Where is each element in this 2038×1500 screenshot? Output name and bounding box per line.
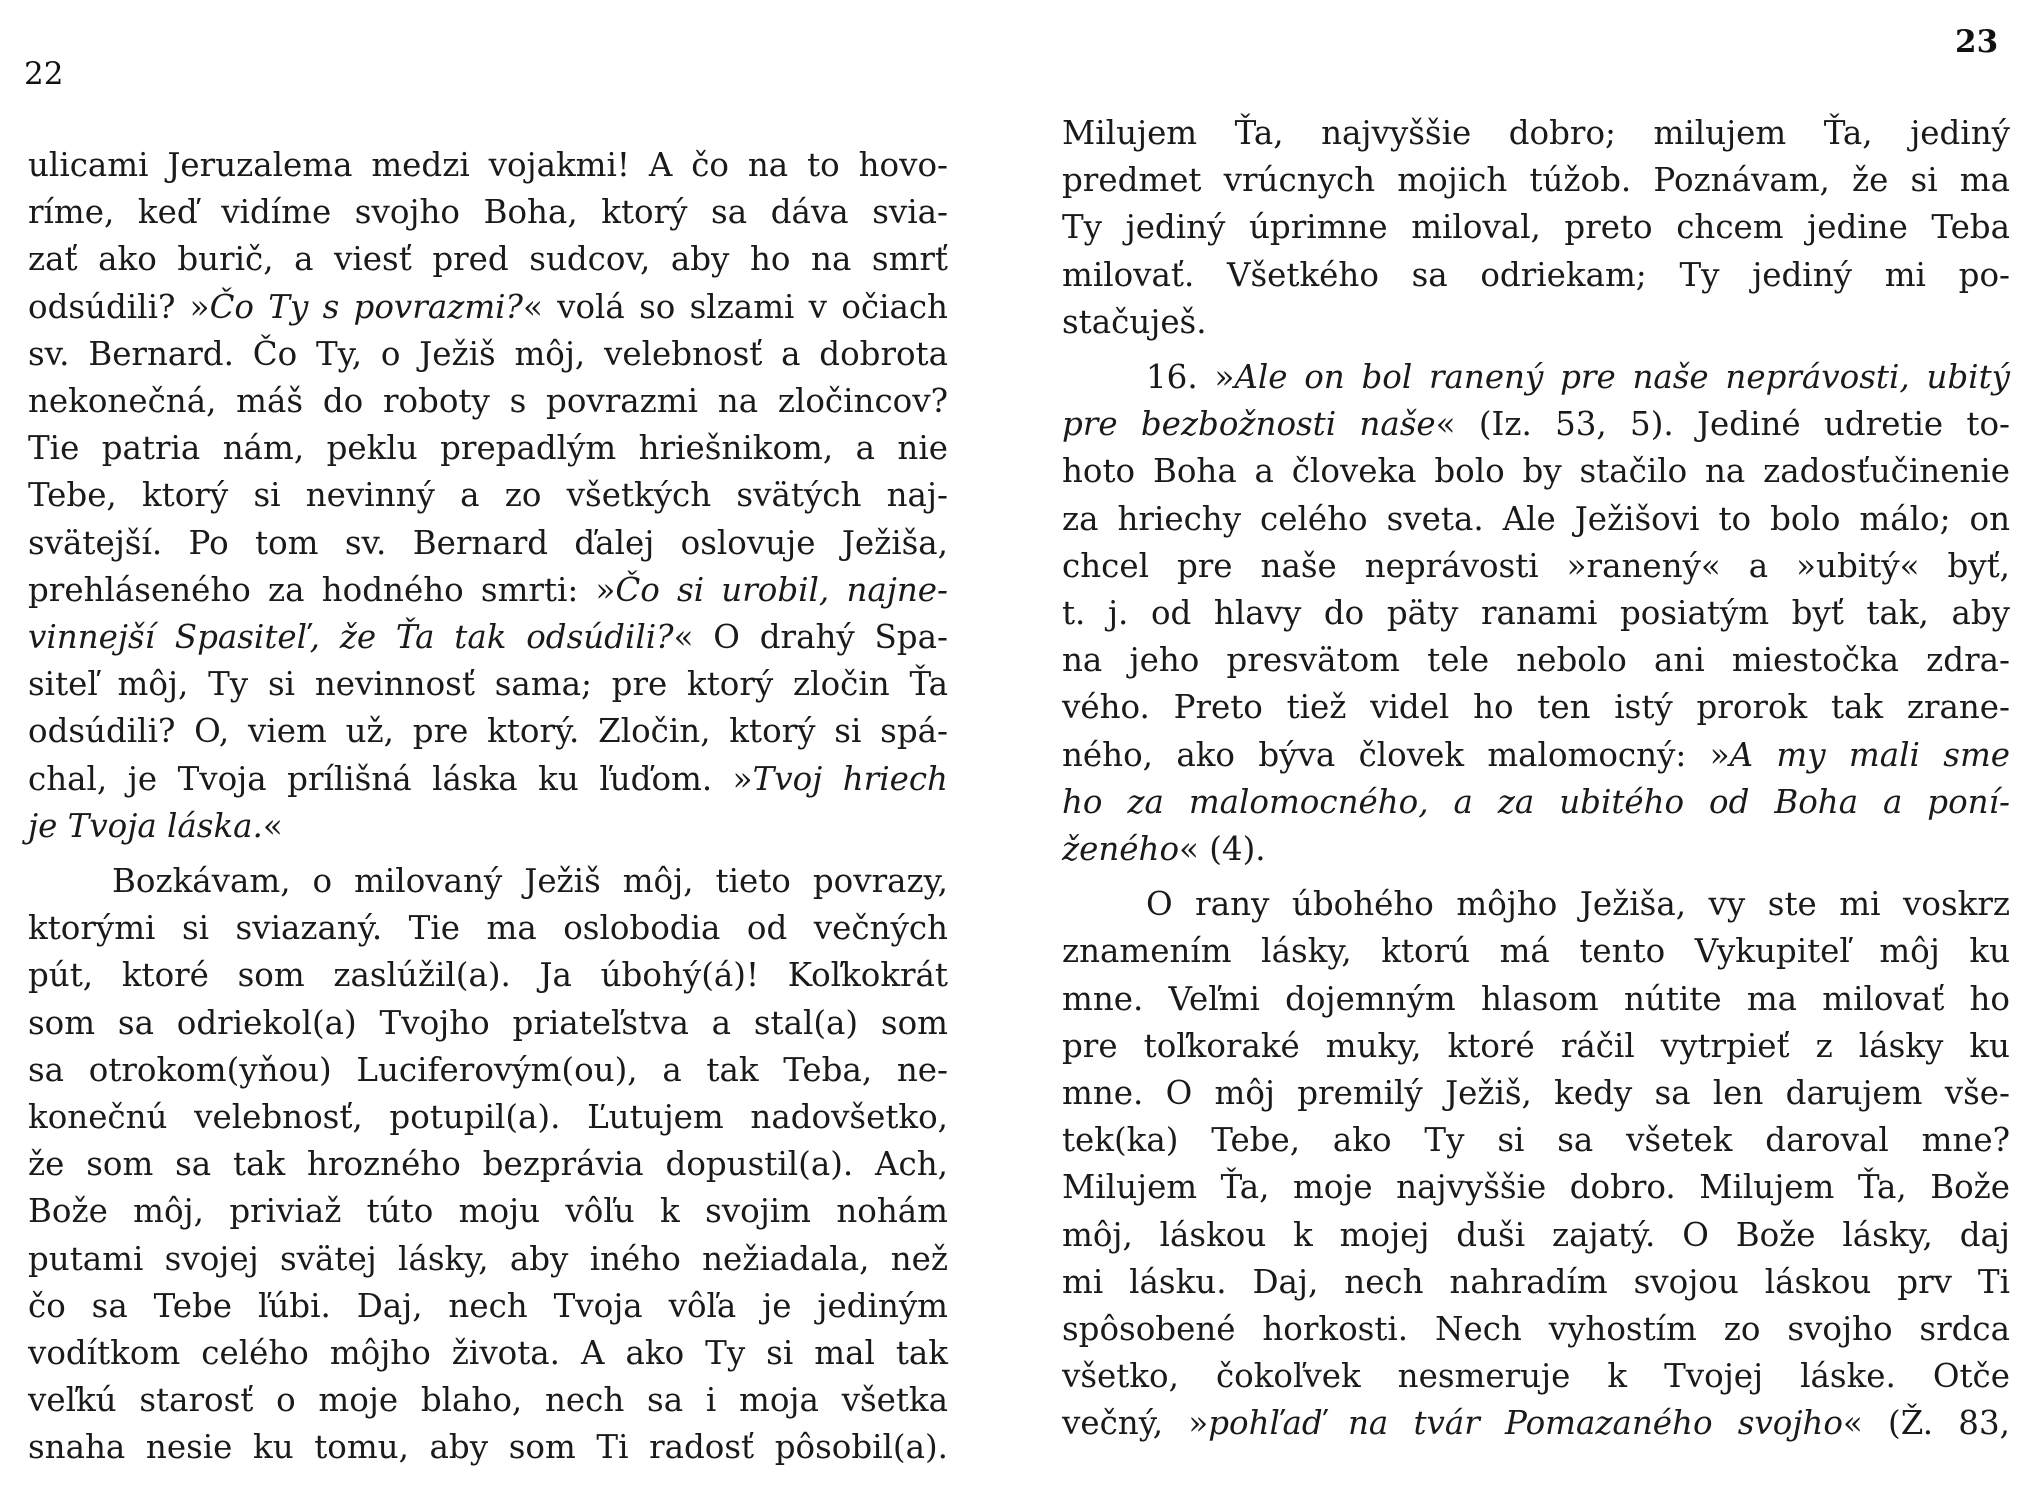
text-line: 16. »Ale on bol ranený pre naše neprávosti, ubitý xyxy=(1146,358,2011,397)
left-paragraph-2 xyxy=(28,858,948,1472)
text-line: chcel pre naše neprávosti »ranený« a »ubitý« byť, xyxy=(1062,546,2010,585)
text-line: Bože môj, priviaž túto moju vôľu k svojim nohám xyxy=(28,1192,948,1231)
left-page-text xyxy=(28,142,948,1472)
text-line: svätejší. Po tom sv. Bernard ďalej oslovuje Ježiša, xyxy=(28,523,948,562)
text-line: vinnejší Spasiteľ, že Ťa tak odsúdili?« O drahý Spa- xyxy=(28,618,948,657)
text-line: všetko, čokoľvek nesmeruje k Tvojej láske. Otče xyxy=(1062,1357,2010,1396)
right-paragraph-3 xyxy=(1062,881,2010,1447)
text-line: vého. Preto tiež videl ho ten istý prorok tak zrane- xyxy=(1062,688,2010,727)
text-line: konečnú velebnosť, potupil(a). Ľutujem nadovšetko, xyxy=(28,1098,948,1137)
text-line: predmet vrúcnych mojich túžob. Poznávam, že si ma xyxy=(1062,161,2010,200)
text-line: Bozkávam, o milovaný Ježiš môj, tieto povrazy, xyxy=(112,862,948,901)
text-line: Tie patria nám, peklu prepadlým hriešnikom, a nie xyxy=(28,429,948,468)
text-line: spôsobené horkosti. Nech vyhostím zo svojho srdca xyxy=(1062,1310,2010,1349)
text-line: tek(ka) Tebe, ako Ty si sa všetek daroval mne? xyxy=(1062,1121,2010,1160)
text-line: Milujem Ťa, moje najvyššie dobro. Milujem Ťa, Bože xyxy=(1062,1168,2010,1207)
text-line: večný, »pohľaď na tvár Pomazaného svojho« (Ž. 83, xyxy=(1062,1404,2010,1443)
text-line: O rany úbohého môjho Ježiša, vy ste mi voskrz xyxy=(1146,885,2010,924)
text-line: pút, ktoré som zaslúžil(a). Ja úbohý(á)! Koľkokrát xyxy=(28,956,948,995)
text-line: sa otrokom(yňou) Luciferovým(ou), a tak Teba, ne- xyxy=(28,1050,948,1089)
text-line: som sa odriekol(a) Tvojho priateľstva a stal(a) som xyxy=(28,1003,948,1042)
text-line: pre bezbožnosti naše« (Iz. 53, 5). Jediné udretie to- xyxy=(1062,405,2011,444)
text-line: snaha nesie ku tomu, aby som Ti radosť pôsobil(a). xyxy=(28,1428,948,1467)
text-line: hoto Boha a človeka bolo by stačilo na zadosťučinenie xyxy=(1062,452,2010,491)
right-paragraph-1 xyxy=(1062,110,2010,346)
text-line: sv. Bernard. Čo Ty, o Ježiš môj, velebnosť a dobrota xyxy=(28,334,948,373)
text-line: vodítkom celého môjho života. A ako Ty si mal tak xyxy=(28,1334,948,1373)
text-line: nekonečná, máš do roboty s povrazmi na zločincov? xyxy=(28,382,948,421)
text-line: čo sa Tebe ľúbi. Daj, nech Tvoja vôľa je jediným xyxy=(28,1286,948,1325)
text-line: siteľ môj, Ty si nevinnosť sama; pre ktorý zločin Ťa xyxy=(28,665,948,704)
text-line: na jeho presvätom tele nebolo ani miestočka zdra- xyxy=(1062,641,2010,680)
text-line: ktorými si sviazaný. Tie ma oslobodia od večných xyxy=(28,909,948,948)
text-line: za hriechy celého sveta. Ale Ježišovi to bolo málo; on xyxy=(1062,499,2010,538)
text-line: znamením lásky, ktorú má tento Vykupiteľ môj ku xyxy=(1062,932,2010,971)
text-line: mne. O môj premilý Ježiš, kedy sa len darujem vše- xyxy=(1062,1074,2010,1113)
text-line: ho za malomocného, a za ubitého od Boha a poní- xyxy=(1062,782,2010,821)
text-line: odsúdili? »Čo Ty s povrazmi?« volá so slzami v očiach xyxy=(28,287,948,326)
left-paragraph-1 xyxy=(28,142,948,850)
text-line: zať ako burič, a viesť pred sudcov, aby ho na smrť xyxy=(28,240,948,279)
text-line: t. j. od hlavy do päty ranami posiatým byť tak, aby xyxy=(1062,594,2010,633)
right-paragraph-2 xyxy=(1062,354,2010,873)
text-line: stačuješ. xyxy=(1062,302,1207,341)
text-line: chal, je Tvoja prílišná láska ku ľuďom. »Tvoj hriech xyxy=(28,759,948,798)
text-line: Ty jediný úprimne miloval, preto chcem jedine Teba xyxy=(1062,208,2010,247)
text-line: odsúdili? O, viem už, pre ktorý. Zločin, ktorý si spá- xyxy=(28,712,948,751)
text-line: pre toľkoraké muky, ktoré ráčil vytrpieť z lásky ku xyxy=(1062,1026,2010,1065)
text-line: ulicami Jeruzalema medzi vojakmi! A čo na to hovo- xyxy=(28,146,948,184)
text-line: ného, ako býva človek malomocný: »A my mali sme xyxy=(1062,735,2010,774)
text-line: môj, láskou k mojej duši zajatý. O Bože lásky, daj xyxy=(1062,1215,2010,1254)
text-line: prehláseného za hodného smrti: »Čo si urobil, najne- xyxy=(28,570,948,609)
text-line: mne. Veľmi dojemným hlasom nútite ma milovať ho xyxy=(1062,979,2010,1018)
text-line: Tebe, ktorý si nevinný a zo všetkých svätých naj- xyxy=(28,476,948,515)
text-line: že som sa tak hrozného bezprávia dopustil(a). Ach, xyxy=(28,1145,948,1184)
text-line: ríme, keď vidíme svojho Boha, ktorý sa dáva svia- xyxy=(28,193,948,232)
text-line: ženého« (4). xyxy=(1062,830,1266,869)
text-line: Milujem Ťa, najvyššie dobro; milujem Ťa, jediný xyxy=(1062,114,2010,152)
right-page-text xyxy=(1062,110,2010,1448)
text-line: je Tvoja láska.« xyxy=(28,806,283,845)
text-line: milovať. Všetkého sa odriekam; Ty jediný mi po- xyxy=(1062,255,2010,294)
text-line: mi lásku. Daj, nech nahradím svojou láskou prv Ti xyxy=(1062,1262,2010,1301)
text-line: veľkú starosť o moje blaho, nech sa i moja všetka xyxy=(28,1381,948,1420)
page-number-right: 23 xyxy=(1955,24,1999,60)
text-line: putami svojej svätej lásky, aby iného nežiadala, než xyxy=(28,1239,948,1278)
page-number-left: 22 xyxy=(24,56,64,92)
